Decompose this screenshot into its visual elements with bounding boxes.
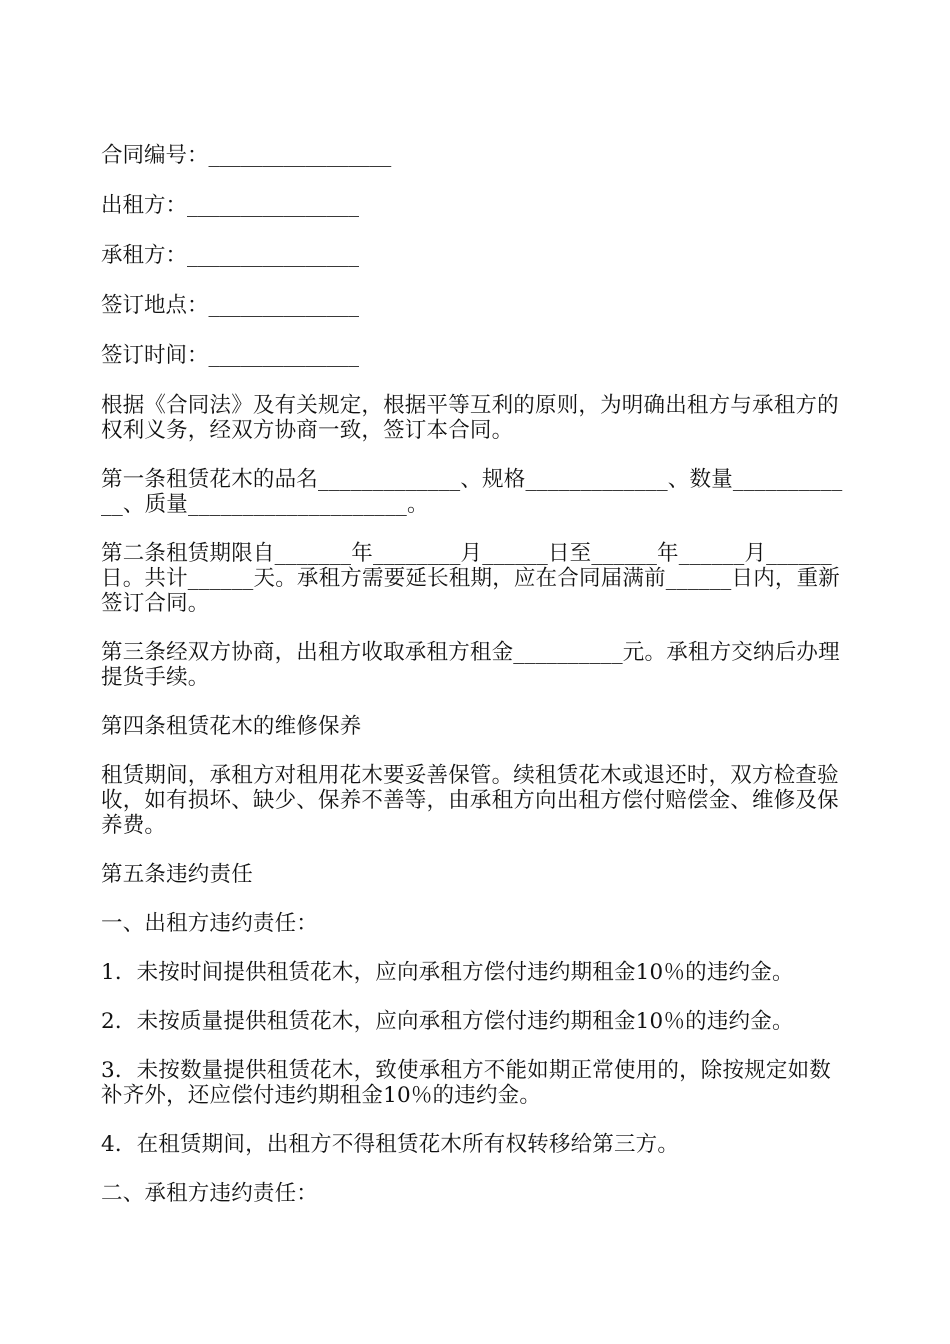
sign-time-line: 签订时间：______________ — [101, 343, 360, 368]
article-4-title: 第四条租赁花木的维修保养 — [101, 714, 362, 739]
clause-item-4: 4．在租赁期间，出租方不得租赁花木所有权转移给第三方。 — [101, 1132, 680, 1157]
clause-item-3: 3．未按数量提供租赁花木，致使承租方不能如期正常使用的，除按规定如数补齐外，还应偿付违约期租金10％的违约金。 — [101, 1058, 831, 1108]
contract-page — [101, 143, 851, 1206]
intro-paragraph: 根据《合同法》及有关规定，根据平等互利的原则，为明确出租方与承租方的权利义务，经双方协商一致，签订本合同。 — [101, 393, 839, 443]
article-1: 第一条租赁花木的品名_____________、规格_____________、数量____________、质量____________________。 — [101, 467, 843, 517]
clause-item-2: 2．未按质量提供租赁花木，应向承租方偿付违约期租金10％的违约金。 — [101, 1009, 794, 1034]
section-1-title: 一、出租方违约责任： — [101, 911, 319, 936]
lessee-line: 承租方：________________ — [101, 243, 360, 268]
article-4-text: 租赁期间，承租方对租用花木要妥善保管。续租赁花木或退还时，双方检查验收，如有损坏、缺少、保养不善等，由承租方向出租方偿付赔偿金、维修及保养费。 — [101, 763, 839, 838]
section-2-title: 二、承租方违约责任： — [101, 1181, 319, 1206]
lessor-line: 出租方：________________ — [101, 193, 360, 218]
clause-item-1: 1．未按时间提供租赁花木，应向承租方偿付违约期租金10％的违约金。 — [101, 960, 794, 985]
sign-place-line: 签订地点：______________ — [101, 293, 360, 318]
article-2: 第二条租赁期限自_______年________月______日至______年______月______日。共计______天。承租方需要延长租期，应在合同届满前______日内，重新签订合同。 — [101, 541, 841, 616]
article-3: 第三条经双方协商，出租方收取承租方租金__________元。承租方交纳后办理提货手续。 — [101, 640, 840, 690]
contract-number-line: 合同编号：_________________ — [101, 143, 392, 168]
article-5-title: 第五条违约责任 — [101, 862, 253, 887]
